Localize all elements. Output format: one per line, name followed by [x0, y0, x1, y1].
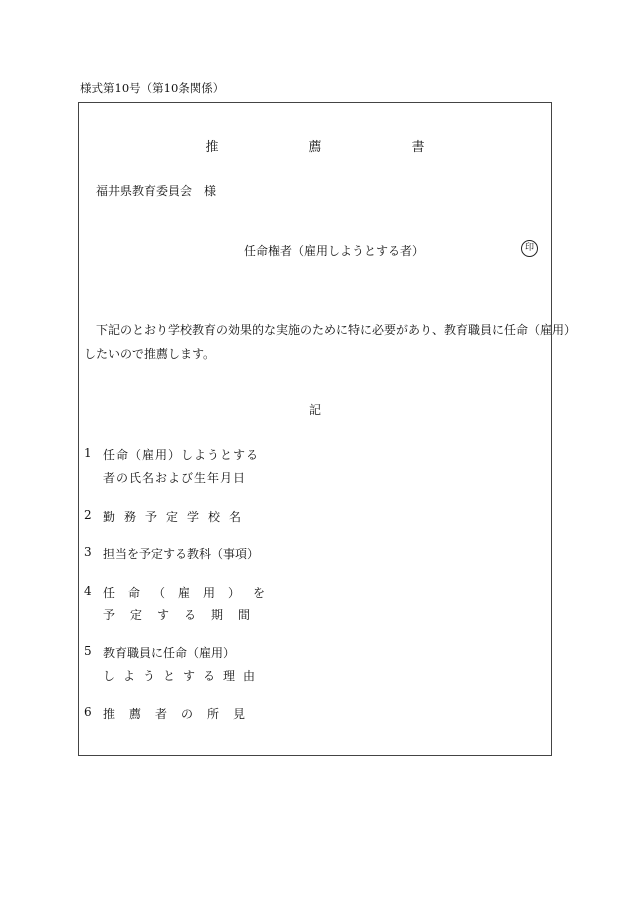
item-1-line-2: 者の氏名および生年月日 — [103, 471, 247, 485]
item-2-line-1: 勤務予定学校名 — [103, 510, 251, 524]
title-char-3: 書 — [411, 140, 425, 155]
item-4-line-2: 予定する期間 — [103, 608, 266, 622]
body-line-1: 下記のとおり学校教育の効果的な実施のために特に必要があり、教育職員に任命（雇用） — [96, 323, 577, 337]
seal-mark: 印 — [521, 240, 538, 257]
body-line-2: したいので推薦します。 — [84, 347, 216, 361]
title-char-1: 推 — [205, 140, 219, 155]
appointer-label: 任命権者（雇用しようとする者） — [244, 244, 425, 258]
item-3-line-1: 担当を予定する教科（事項） — [103, 547, 260, 561]
item-2-number: 2 — [84, 508, 92, 522]
title-char-2: 薦 — [308, 140, 322, 155]
ki-heading: 記 — [309, 403, 322, 417]
document-title — [78, 136, 552, 155]
item-1-line-1: 任命（雇用）しようとする — [103, 448, 260, 462]
item-5-number: 5 — [84, 644, 92, 658]
item-6-line-1: 推薦者の所見 — [103, 707, 260, 721]
form-number-label: 様式第10号（第10条関係） — [80, 81, 225, 95]
addressee: 福井県教育委員会 様 — [96, 184, 217, 198]
item-6-number: 6 — [84, 705, 92, 719]
item-5-line-1: 教育職員に任命（雇用） — [103, 646, 236, 660]
item-1-number: 1 — [84, 446, 92, 460]
item-4-number: 4 — [84, 584, 92, 598]
item-5-line-2: しようとする理由 — [103, 669, 264, 683]
item-3-number: 3 — [84, 545, 92, 559]
item-4-line-1: 任命（雇用）を — [103, 586, 279, 600]
